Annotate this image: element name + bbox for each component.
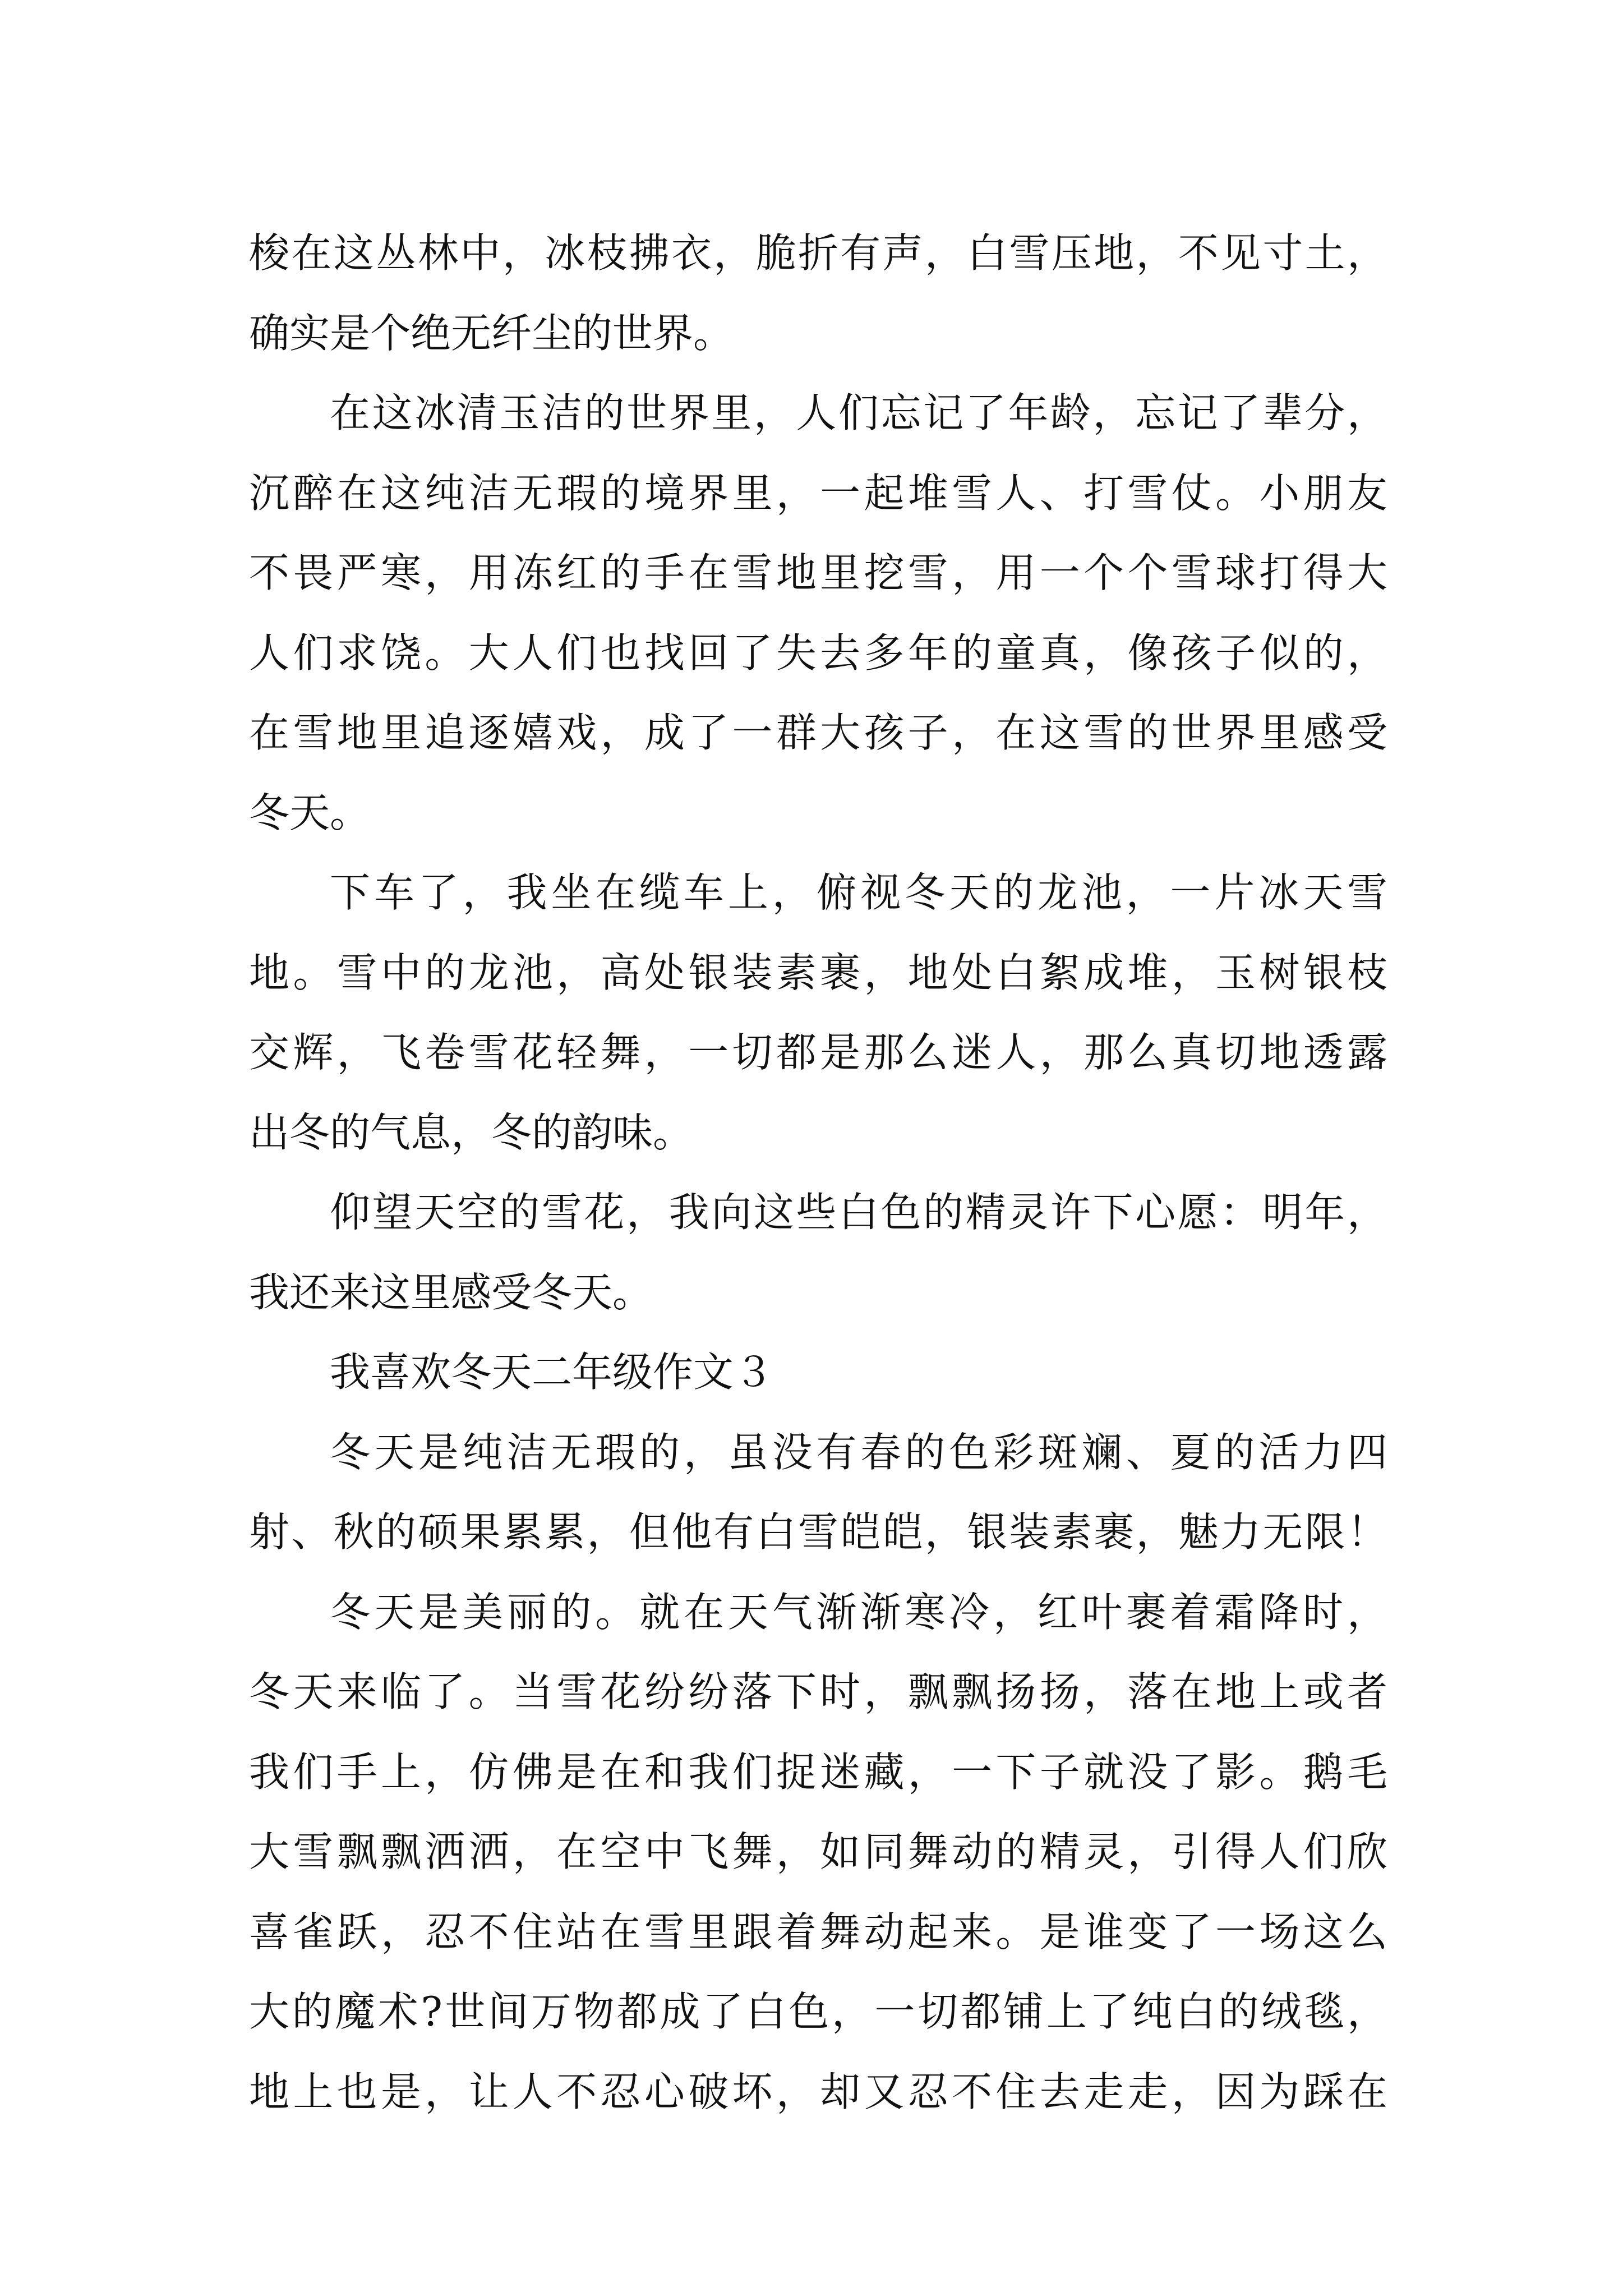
paragraph-start-line: 仰望天空的雪花，我向这些白色的精灵许下心愿：明年， xyxy=(330,1189,1387,1236)
paragraph-start-line: 冬天是美丽的。就在天气渐渐寒冷，红叶裹着霜降时， xyxy=(330,1588,1387,1636)
paragraph-start-line: 在这冰清玉洁的世界里，人们忘记了年龄，忘记了辈分， xyxy=(330,389,1387,436)
text-line: 地上也是，让人不忍心破坏，却又忍不住去走走，因为踩在 xyxy=(249,2068,1387,2115)
text-line: 射、秋的硕果累累，但他有白雪皑皑，银装素裹，魅力无限！ xyxy=(249,1508,1387,1556)
text-line: 人们求饶。大人们也找回了失去多年的童真，像孩子似的， xyxy=(249,629,1387,677)
paragraph-start-line: 冬天是纯洁无瑕的，虽没有春的色彩斑斓、夏的活力四 xyxy=(330,1428,1387,1476)
section-heading: 我喜欢冬天二年级作文３ xyxy=(330,1349,774,1396)
document-body xyxy=(249,213,1387,2132)
text-line: 冬天。 xyxy=(249,789,371,836)
text-line: 喜雀跃，忍不住站在雪里跟着舞动起来。是谁变了一场这么 xyxy=(249,1908,1387,1955)
text-line: 交辉，飞卷雪花轻舞，一切都是那么迷人，那么真切地透露 xyxy=(249,1029,1387,1076)
text-line: 在雪地里追逐嬉戏，成了一群大孩子，在这雪的世界里感受 xyxy=(249,709,1387,756)
text-line: 我还来这里感受冬天。 xyxy=(249,1268,653,1316)
text-line: 梭在这丛林中，冰枝拂衣，脆折有声，白雪压地，不见寸土， xyxy=(249,229,1387,277)
text-line: 确实是个绝无纤尘的世界。 xyxy=(249,309,734,357)
text-line: 大雪飘飘洒洒，在空中飞舞，如同舞动的精灵，引得人们欣 xyxy=(249,1828,1387,1875)
text-line: 出冬的气息，冬的韵味。 xyxy=(249,1108,694,1156)
text-line: 大的魔术?世间万物都成了白色，一切都铺上了纯白的绒毯， xyxy=(249,1988,1387,2035)
text-line: 冬天来临了。当雪花纷纷落下时，飘飘扬扬，落在地上或者 xyxy=(249,1668,1387,1715)
text-line: 我们手上，仿佛是在和我们捉迷藏，一下子就没了影。鹅毛 xyxy=(249,1748,1387,1796)
text-line: 沉醉在这纯洁无瑕的境界里，一起堆雪人、打雪仗。小朋友 xyxy=(249,469,1387,517)
text-line: 不畏严寒，用冻红的手在雪地里挖雪，用一个个雪球打得大 xyxy=(249,549,1387,596)
paragraph-start-line: 下车了，我坐在缆车上，俯视冬天的龙池，一片冰天雪 xyxy=(330,869,1387,916)
text-line: 地。雪中的龙池，高处银装素裹，地处白絮成堆，玉树银枝 xyxy=(249,949,1387,996)
